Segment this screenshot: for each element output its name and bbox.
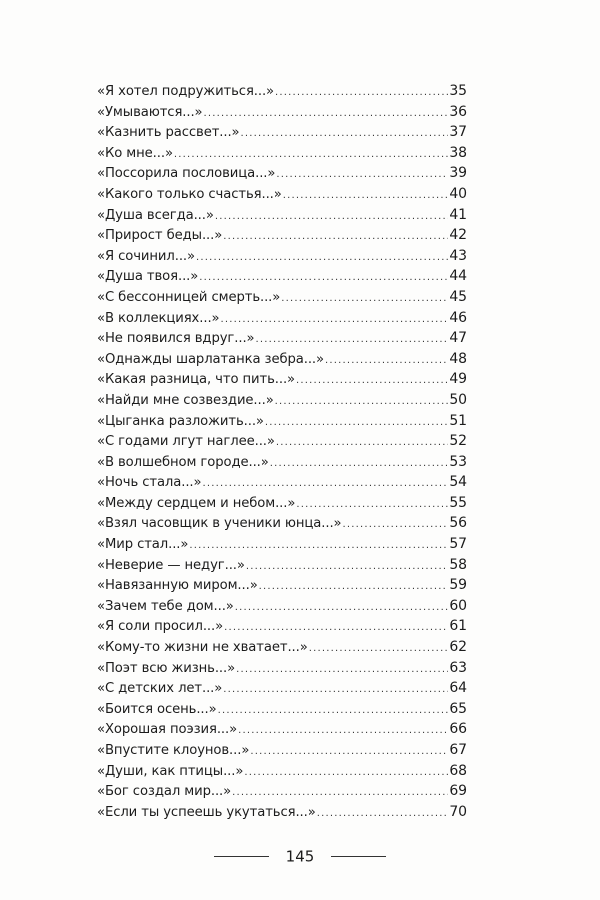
toc-entry-page: 50 <box>449 391 467 408</box>
toc-entry-page: 43 <box>449 247 467 264</box>
dot-leader <box>221 314 449 325</box>
toc-entry-page: 48 <box>449 350 467 367</box>
toc-entry-page: 57 <box>449 536 467 553</box>
dot-leader <box>224 622 448 633</box>
dot-leader <box>259 581 449 592</box>
footer-rule-right <box>331 856 386 857</box>
toc-entry <box>97 371 467 392</box>
toc-entry <box>97 310 467 331</box>
toc-entry-title: «Поссорила пословица...» <box>97 166 276 182</box>
toc-entry-page: 53 <box>449 453 467 470</box>
toc-entry <box>97 351 467 372</box>
toc-entry-title: «Поэт всю жизнь...» <box>97 660 236 676</box>
toc-entry-page: 42 <box>449 227 467 244</box>
dot-leader <box>236 664 448 675</box>
toc-entry-page: 36 <box>449 103 467 120</box>
toc-entry-page: 65 <box>449 700 467 717</box>
toc-entry <box>97 413 467 434</box>
toc-entry-page: 41 <box>449 206 467 223</box>
toc-entry-page: 64 <box>449 680 467 697</box>
dot-leader <box>276 169 448 180</box>
toc-entry-page: 37 <box>449 124 467 141</box>
toc-entry-title: «Ко мне...» <box>97 145 173 161</box>
toc-entry-title: «Взял часовщик в ученики юнца...» <box>97 516 342 532</box>
toc-entry-title: «Найди мне созвездие...» <box>97 392 274 408</box>
toc-entry-page: 38 <box>449 144 467 161</box>
toc-entry <box>97 186 467 207</box>
toc-entry-title: «Боится осень...» <box>97 701 217 717</box>
toc-entry-page: 46 <box>449 309 467 326</box>
toc-entry-page: 66 <box>449 721 467 738</box>
dot-leader <box>235 602 449 613</box>
dot-leader <box>296 375 448 386</box>
dot-leader <box>296 499 448 510</box>
toc-entry-page: 44 <box>449 268 467 285</box>
toc-entry <box>97 721 467 742</box>
toc-entry-page: 49 <box>449 371 467 388</box>
dot-leader <box>215 211 449 222</box>
toc-entry-title: «Кому-то жизни не хватает...» <box>97 640 308 656</box>
toc-entry-page: 60 <box>449 597 467 614</box>
dot-leader <box>283 190 449 201</box>
toc-entry <box>97 577 467 598</box>
toc-entry-page: 63 <box>449 659 467 676</box>
toc-entry-title: «Хорошая поэзия...» <box>97 722 238 738</box>
toc-entry-title: «В волшебном городе...» <box>97 454 269 470</box>
toc-entry-page: 69 <box>449 783 467 800</box>
dot-leader <box>265 417 448 428</box>
toc-entry <box>97 804 467 825</box>
toc-entry <box>97 701 467 722</box>
toc-entry <box>97 742 467 763</box>
toc-entry-title: «Если ты успеешь укутаться...» <box>97 804 316 820</box>
toc-entry-page: 54 <box>449 474 467 491</box>
toc-entry-title: «Впустите клоунов...» <box>97 743 250 758</box>
toc-entry <box>97 598 467 619</box>
toc-entry-title: «Ночь стала...» <box>97 475 202 491</box>
toc-entry-page: 62 <box>449 639 467 656</box>
toc-entry-title: «С бессонницей смерть...» <box>97 289 281 305</box>
toc-entry-page: 67 <box>449 742 467 758</box>
toc-entry-page: 39 <box>449 165 467 182</box>
page-number: 145 <box>285 847 315 866</box>
toc-entry-title: «Прирост беды...» <box>97 228 223 244</box>
toc-entry-title: «Мир стал...» <box>97 537 189 553</box>
dot-leader <box>244 767 448 778</box>
toc-entry <box>97 783 467 804</box>
dot-leader <box>238 725 448 736</box>
dot-leader <box>246 561 449 572</box>
toc-entry <box>97 207 467 228</box>
dot-leader <box>250 746 448 757</box>
toc-entry-page: 40 <box>449 185 467 202</box>
toc-entry <box>97 763 467 784</box>
toc-entry-title: «Цыганка разложить...» <box>97 413 264 429</box>
dot-leader <box>275 87 448 98</box>
toc-entry <box>97 124 467 145</box>
toc-entry-title: «Какая разница, что пить...» <box>97 372 296 388</box>
dot-leader <box>241 128 449 139</box>
toc-entry-title: «Между сердцем и небом...» <box>97 495 296 511</box>
toc-entry <box>97 515 467 536</box>
toc-entry-page: 52 <box>449 433 467 450</box>
toc-entry-page: 68 <box>449 762 467 779</box>
toc-entry <box>97 83 467 104</box>
toc-entry <box>97 289 467 310</box>
toc-entry-title: «Я соли просил...» <box>97 619 224 635</box>
toc-entry-title: «Умываются...» <box>97 104 203 120</box>
toc-entry <box>97 536 467 557</box>
toc-entry-page: 59 <box>449 577 467 594</box>
toc-entry-page: 70 <box>449 803 467 820</box>
dot-leader <box>218 705 449 716</box>
toc-entry-page: 51 <box>449 412 467 429</box>
dot-leader <box>325 355 448 366</box>
toc-entry-page: 56 <box>449 515 467 532</box>
dot-leader <box>256 334 449 345</box>
toc-entry <box>97 433 467 454</box>
toc-entry <box>97 557 467 578</box>
toc-entry-title: «Зачем тебе дом...» <box>97 598 234 614</box>
toc-entry-title: «Бог создал мир...» <box>97 784 232 800</box>
dot-leader <box>199 272 448 283</box>
dot-leader <box>317 808 449 819</box>
dot-leader <box>223 231 448 242</box>
toc-entry <box>97 268 467 289</box>
dot-leader <box>204 108 449 119</box>
toc-entry-page: 35 <box>449 83 467 99</box>
toc-entry <box>97 145 467 166</box>
toc-entry <box>97 639 467 660</box>
toc-entry-title: «Не появился вдруг...» <box>97 331 255 347</box>
toc-entry <box>97 248 467 269</box>
toc-entry-page: 47 <box>449 330 467 347</box>
toc-entry <box>97 618 467 639</box>
toc-entry-title: «Навязанную миром...» <box>97 578 258 594</box>
toc-entry-title: «Душа всегда...» <box>97 207 214 223</box>
toc-entry <box>97 454 467 475</box>
toc-entry <box>97 104 467 125</box>
dot-leader <box>275 396 449 407</box>
dot-leader <box>223 684 448 695</box>
toc-entry <box>97 474 467 495</box>
toc-entry-title: «Какого только счастья...» <box>97 186 282 202</box>
toc-entry-title: «Казнить рассвет...» <box>97 125 240 141</box>
toc-entry-page: 45 <box>449 288 467 305</box>
dot-leader <box>309 643 449 654</box>
toc-entry-title: «Я сочинил...» <box>97 248 195 264</box>
page-footer <box>0 846 600 866</box>
toc-entry-title: «Души, как птицы...» <box>97 763 244 779</box>
toc-entry <box>97 392 467 413</box>
toc-entry <box>97 165 467 186</box>
toc-entry-title: «С годами лгут наглее...» <box>97 434 275 450</box>
toc-entry-title: «Неверие — недуг...» <box>97 557 245 573</box>
table-of-contents <box>97 83 467 824</box>
toc-entry <box>97 495 467 516</box>
toc-entry-title: «Однажды шарлатанка зебра...» <box>97 351 324 367</box>
dot-leader <box>189 540 448 551</box>
toc-entry-page: 55 <box>449 494 467 511</box>
dot-leader <box>202 478 448 489</box>
toc-entry-title: «В коллекциях...» <box>97 310 220 326</box>
dot-leader <box>232 787 448 798</box>
dot-leader <box>276 437 449 448</box>
toc-entry <box>97 660 467 681</box>
toc-entry <box>97 330 467 351</box>
dot-leader <box>196 252 448 263</box>
toc-entry <box>97 680 467 701</box>
toc-entry-title: «Душа твоя...» <box>97 269 199 285</box>
dot-leader <box>270 458 449 469</box>
toc-entry-page: 61 <box>449 618 467 635</box>
toc-entry-page: 58 <box>449 556 467 573</box>
toc-entry <box>97 227 467 248</box>
dot-leader <box>281 293 448 304</box>
dot-leader <box>343 519 449 530</box>
footer-rule-left <box>214 856 269 857</box>
dot-leader <box>174 149 448 160</box>
toc-entry-title: «С детских лет...» <box>97 681 223 697</box>
toc-entry-title: «Я хотел подружиться...» <box>97 84 275 99</box>
